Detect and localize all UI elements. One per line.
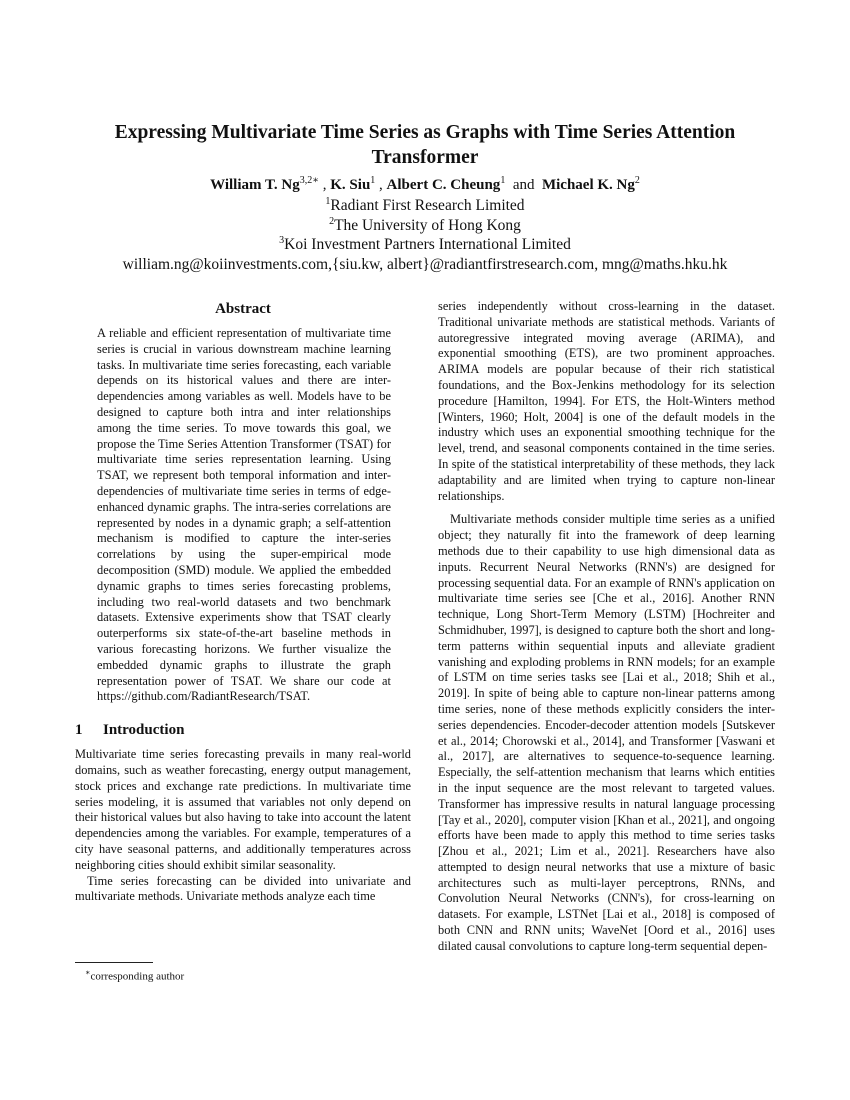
body-paragraph: series independently without cross-learning in the dataset. Traditional univariate methods are statistical methods. Variants of autoregressive integrated moving average (ARIMA), and exponential smoothing (ETS), are two prominent approaches. ARIMA models are popular because of their rich statistical foundations, and the Box-Jenkins methodology for its selection procedure [Hamilton, 1994]. For ETS, the Holt-Winters method [Winters, 1960; Holt, 2004] is one of the default models in the industry which uses an exponential smoothing technique for the level, trend, and seasonal components contained in the time series. In spite of the statistical interpretability of these methods, they lack adaptability and are limited when trying to capture non-linear relationships. [438, 299, 775, 503]
section-heading [75, 720, 411, 740]
affiliation [40, 216, 810, 236]
author-separator: , [379, 177, 383, 193]
author-affil-mark: 3,2∗ [299, 175, 320, 186]
paper-title: Expressing Multivariate Time Series as Graphs with Time Series Attention Transformer [114, 122, 736, 168]
author-separator: , [322, 177, 327, 193]
affiliation [40, 196, 810, 216]
footnote [85, 966, 184, 984]
right-column [438, 299, 775, 955]
author-name: Michael K. Ng [541, 177, 635, 193]
author-affil-mark: 1 [500, 175, 506, 186]
footnote-mark: ∗ [85, 968, 91, 977]
author-name: Albert C. Cheung [386, 177, 501, 193]
section-number: 1 [75, 722, 83, 739]
left-column [75, 299, 411, 905]
author-affil-mark: 2 [634, 175, 640, 186]
affiliation-mark: 1 [325, 195, 331, 207]
affiliation-mark: 2 [329, 215, 335, 227]
section-title: Introduction [103, 722, 185, 739]
affiliation-name: The University of Hong Kong [334, 216, 521, 234]
author-affil-mark: 1 [370, 175, 376, 186]
author-line [210, 177, 640, 193]
affiliation-mark: 3 [279, 234, 285, 246]
intro-paragraph: Multivariate time series forecasting prevails in many real-world domains, such as weather forecasting, energy output management, stock prices and exchange rate predictions. In multivariate time series modeling, it is assumed that variables not only depend on their historical values but also having to take into account the latent dependencies among the variables. For example, temperatures of a city have seasonal patterns, and additionally temperatures across neighboring cities should exhibit similar seasonality. [75, 747, 411, 872]
footnote-text: corresponding author [90, 970, 185, 983]
affiliation-name: Koi Investment Partners International Limited [284, 236, 571, 253]
abstract-heading: Abstract [215, 301, 271, 317]
author-block [40, 175, 810, 274]
footnote-divider [75, 962, 153, 963]
abstract-text: A reliable and efficient representation of multivariate time series is crucial in various downstream machine learning tasks. In multivariate time series forecasting, each variable depends on its historical values and there are inter-dependencies among variables as well. Models have to be designed to capture both intra and inter relationships among the time series. To move towards this goal, we propose the Time Series Attention Transformer (TSAT) for multivariate time series representation learning. Using TSAT, we represent both temporal information and inter-dependencies of multivariate time series in terms of edge-enhanced dynamic graphs. The intra-series correlations are represented by nodes in a dynamic graph; a self-attention mechanism is modified to capture the inter-series correlations by using the super-empirical mode decomposition (SMD) module. We applied the embedded dynamic graphs to times series forecasting problems, including two real-world datasets and two benchmark datasets. Extensive experiments show that TSAT clearly outerperforms six state-of-the-art baseline methods in various forecasting horizons. We further visualize the embedded dynamic graphs to illustrate the graph representation power of TSAT. We share our code at https://github.com/RadiantResearch/TSAT. [97, 326, 391, 704]
body-paragraph: Multivariate methods consider multiple time series as a unified object; they naturally fit into the framework of deep learning methods due to their capability to use high dimensional data as inputs. Recurrent Neural Networks (RNN's) are designed for processing sequential data. For an example of RNN's application on multivariate time series see [Che et al., 2016]. Another RNN technique, Long Short-Term Memory (LSTM) [Hochreiter and Schmidhuber, 1997], is designed to capture both the short and long-term patterns within sequential inputs and alleviate gradient vanishing and exploding problems in RNN models; for an example of LSTM on time series tasks see [Lai et al., 2018; Shih et al., 2019]. In spite of being able to capture non-linear patterns among time series, none of these methods explicitly considers the inter-series dependencies. Encoder-decoder attention models [Sutskever et al., 2014; Chorowski et al., 2014], and Transformer [Vaswani et al., 2017], are alternatives to sequence-to-sequence learning. Especially, the self-attention mechanism that learns which entities in the input sequence are the most relevant to targeted values. Transformer has impressive results in natural language processing [Tay et al., 2020], computer vision [Khan et al., 2021], and ongoing efforts have been made to apply this method to time series tasks [Zhou et al., 2021; Lim et al., 2021]. Researchers have also attempted to design neural networks that use a mixture of basic architectures such as multi-layer perceptrons, RNNs, and Convolution Neural Networks (CNN's), for cross-learning on datasets. For example, LSTNet [Lai et al., 2018] is composed of both CNN and RNN units; WaveNet [Oord et al., 2016] uses dilated causal convolutions to capture long-term sequential depen- [438, 512, 775, 953]
intro-paragraph: Time series forecasting can be divided into univariate and multivariate methods. Univariate methods analyze each time [75, 873, 411, 904]
author-conjunction: and [512, 177, 535, 193]
affiliation [40, 235, 810, 255]
author-name: William T. Ng [210, 177, 300, 193]
affiliation-name: Radiant First Research Limited [330, 197, 525, 214]
author-name: K. Siu [330, 177, 371, 193]
author-emails: william.ng@koiinvestments.com,{siu.kw, albert}@radiantfirstresearch.com, mng@maths.hku.hk [122, 255, 728, 273]
